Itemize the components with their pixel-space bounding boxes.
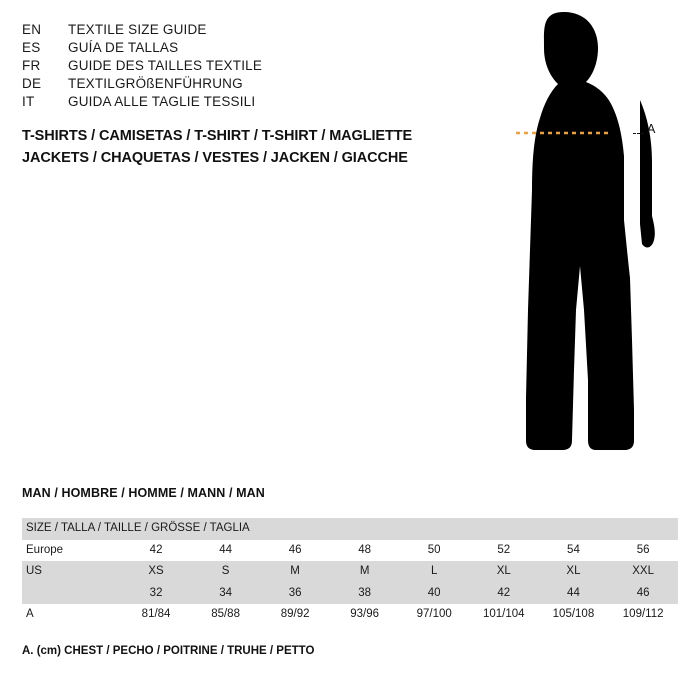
cell: 40: [427, 586, 441, 599]
language-header-block: [22, 22, 442, 112]
cell: 44: [219, 543, 232, 556]
gender-label: MAN / HOMBRE / HOMME / MANN / MAN: [22, 486, 265, 500]
language-title: GUIDE DES TAILLES TEXTILE: [68, 58, 263, 73]
language-row: [22, 58, 442, 73]
language-row: [22, 40, 442, 55]
cell: 42: [497, 586, 511, 599]
row-label-a: A: [26, 608, 34, 621]
table-row: [22, 561, 678, 583]
cell: 97/100: [416, 608, 452, 621]
language-title: TEXTILE SIZE GUIDE: [68, 22, 207, 37]
cell: 54: [567, 543, 580, 556]
cell: XL: [496, 565, 511, 578]
language-code: DE: [22, 76, 42, 91]
category-block: [22, 128, 462, 172]
cell: 42: [149, 543, 163, 556]
size-table: [22, 518, 678, 626]
language-code: FR: [22, 58, 41, 73]
table-row: [22, 604, 678, 626]
cell: 44: [567, 586, 580, 599]
cell: M: [290, 565, 300, 578]
language-code: ES: [22, 40, 41, 55]
table-header-label: SIZE / TALLA / TAILLE / GRÖSSE / TAGLIA: [26, 522, 250, 534]
cell: M: [359, 565, 370, 578]
cell: L: [430, 565, 438, 578]
row-label-us-numeric: [22, 583, 121, 605]
language-code: EN: [22, 22, 42, 37]
cell: 38: [358, 586, 372, 599]
language-title: TEXTILGRÖßENFÜHRUNG: [68, 76, 243, 91]
footnote-chest-measure: A. (cm) CHEST / PECHO / POITRINE / TRUHE / PETTO: [22, 645, 315, 657]
cell: 85/88: [211, 608, 240, 621]
cell: XL: [566, 565, 581, 578]
cell: 105/108: [552, 608, 595, 621]
language-row: [22, 76, 442, 91]
language-title: GUIDA ALLE TAGLIE TESSILI: [68, 94, 256, 109]
cell: 50: [427, 543, 441, 556]
measure-label-a: A: [647, 122, 656, 136]
cell: 109/112: [622, 608, 664, 621]
language-code: IT: [22, 94, 35, 109]
cell: 46: [288, 543, 302, 556]
cell: 93/96: [350, 608, 379, 621]
male-silhouette-figure: [470, 10, 690, 470]
cell: 101/104: [483, 608, 525, 621]
cell: XS: [148, 565, 164, 578]
table-row: [22, 583, 678, 605]
cell: 46: [636, 586, 650, 599]
language-row: [22, 22, 442, 37]
measure-leader-line: [633, 133, 644, 134]
cell: 48: [358, 543, 372, 556]
cell: 56: [636, 543, 650, 556]
cell: 34: [219, 586, 232, 599]
row-label-us: US: [26, 565, 42, 578]
table-header-row: [22, 518, 678, 540]
table-row: [22, 540, 678, 562]
cell: 52: [497, 543, 511, 556]
category-line-jackets: JACKETS / CHAQUETAS / VESTES / JACKEN / GIACCHE: [22, 150, 408, 166]
language-title: GUÍA DE TALLAS: [68, 40, 179, 55]
cell: S: [221, 565, 230, 578]
cell: 89/92: [280, 608, 310, 621]
language-row: [22, 94, 442, 109]
cell: 81/84: [141, 608, 171, 621]
category-line-tshirts: T-SHIRTS / CAMISETAS / T-SHIRT / T-SHIRT / MAGLIETTE: [22, 128, 413, 144]
row-label-europe: Europe: [26, 543, 64, 556]
cell: 36: [288, 586, 302, 599]
cell: XXL: [632, 565, 655, 578]
cell: 32: [149, 586, 163, 599]
